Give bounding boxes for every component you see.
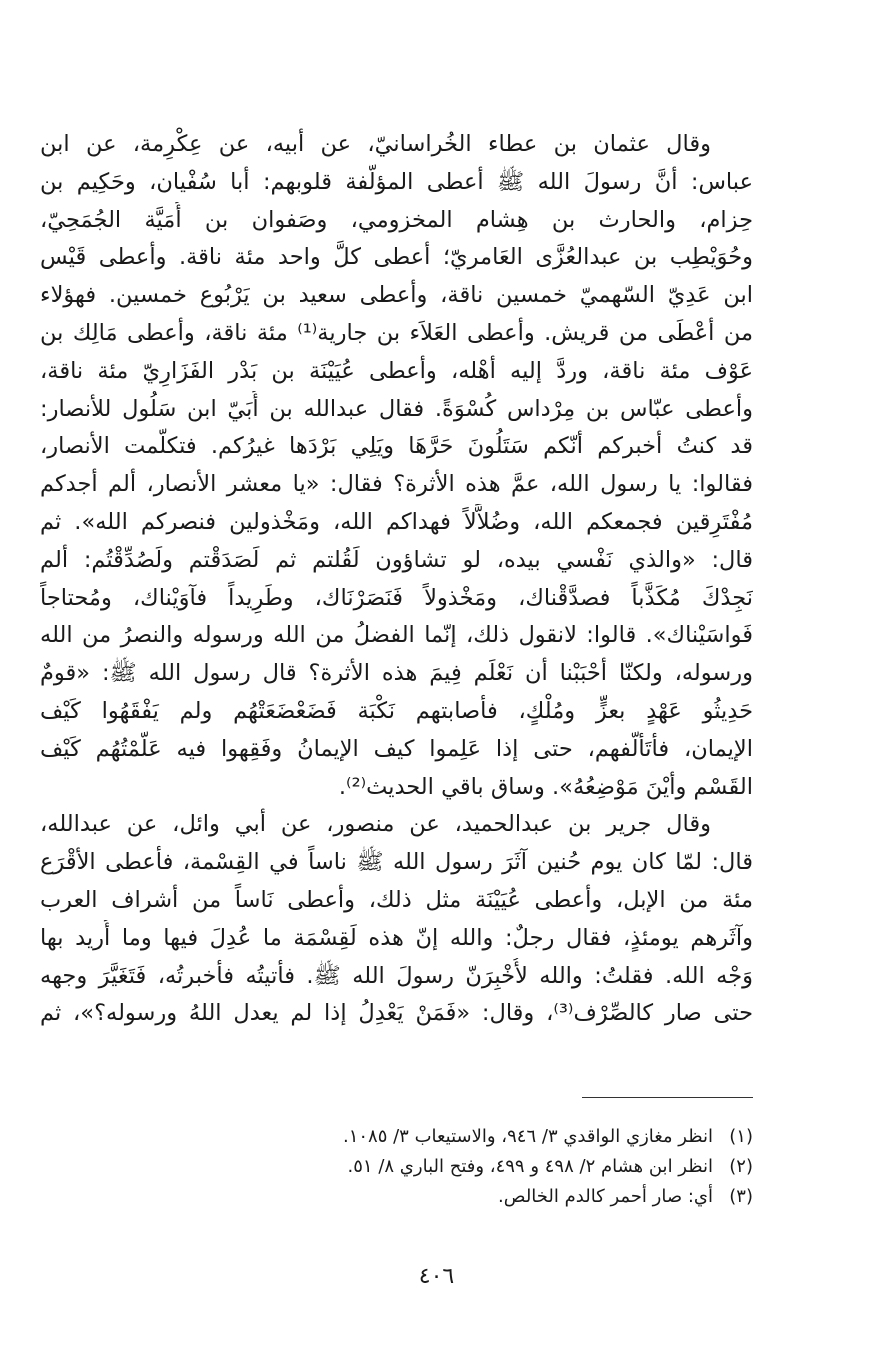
footnotes-block	[40, 1122, 753, 1212]
footnote-text: انظر ابن هشام ٢/ ٤٩٨ و ٤٩٩، وفتح الباري ٨/ ٥١.	[347, 1156, 713, 1177]
text-line: مُفْتَرِقين فجمعكم الله، وضُلاَّلاً فهداكم الله، ومَخْذولين فنصركم الله». ثم	[40, 508, 753, 535]
text-line: حِزام، والحارث بن هِشام المخزومي، وصَفوان بن أُمَيَّة الجُمَحِيّ،	[40, 206, 753, 233]
text-line: وقال جرير بن عبدالحميد، عن منصور، عن أبي وائل، عن عبدالله،	[40, 811, 711, 838]
page-number: ٤٠٦	[418, 1264, 455, 1289]
text-line: قال: لمّا كان يوم حُنين آثَرَ رسول الله ﷺ ناساً في القِسْمة، فأعطى الأقْرَع	[40, 849, 753, 876]
text-line: قال: «والذي نَفْسي بيده، لو تشاؤون لَقُلتم ثم لَصَدَقْتم ولَصُدِّقْتُم: ألم	[40, 546, 753, 573]
text-line: وحُوَيْطِب بن عبدالعُزَّى العَامريّ؛ أعطى كلَّ واحد مئة ناقة. وأعطى قَيْس	[40, 244, 753, 271]
footnote	[40, 1182, 753, 1212]
footnote	[40, 1152, 753, 1182]
footnote-number: (٣)	[729, 1186, 753, 1207]
text-line: نَجِدْكَ مُكَذَّباً فصدَّقْناك، ومَخْذولاً فَنَصَرْنَاك، وطَرِيداً فآوَيْناك، ومُحتاجاً	[40, 584, 753, 611]
text-line: الإيمان، فأتَألّفهم، حتى إذا عَلِموا كيف الإيمانُ وفَقِهوا فيه عَلّمْتُهُم كَيْف	[40, 735, 753, 762]
text-line: وَجْه الله. فقلتُ: والله لأُخْبِرَنّ رسولَ الله ﷺ. فأتيتُه فأخبرتُه، فَتَغَيَّرَ وجهه	[40, 962, 753, 989]
text-line: مئة من الإبل، وأعطى عُيَيْنَة مثل ذلك، وأعطى نَاساً من أشراف العرب	[40, 886, 753, 913]
text-line: قد كنتُ أخبركم أنّكم سَتَلُونَ حَرَّهَا ويَلِي بَرْدَها غيرُكم. فتكلّمت الأنصار،	[40, 433, 753, 460]
text-line: حتى صار كالصِّرْف⁽³⁾، وقال: «فَمَنْ يَعْدِلُ إذا لم يعدل اللهُ ورسوله؟»، ثم	[40, 1000, 753, 1027]
footnote-text: أي: صار أحمر كالدم الخالص.	[498, 1186, 713, 1207]
text-line: ابن عَدِيّ السّهميّ خمسين ناقة، وأعطى سعيد بن يَرْبُوع خمسين. فهؤلاء	[40, 282, 753, 309]
text-line: من أعْطَى من قريش. وأعطى العَلاَء بن جارية⁽¹⁾ مئة ناقة، وأعطى مَالِك بن	[40, 319, 753, 346]
footnote-text: انظر مغازي الواقدي ٣/ ٩٤٦، والاستيعاب ٣/ ١٠٨٥.	[342, 1126, 713, 1147]
footnote	[40, 1122, 753, 1152]
text-line: ورسوله، ولكنّا أحْبَبْنا أن نَعْلَم فِيمَ هذه الأثرة؟ قال رسول الله ﷺ: «قومٌ	[40, 660, 753, 687]
text-line: القَسْم وأيْنَ مَوْضِعُهُ». وساق باقي الحديث⁽²⁾.	[338, 773, 753, 800]
text-line: حَدِيثُو عَهْدٍ بعزٍّ ومُلْكٍ، فأصابتهم نَكْبَة فَضَعْضَعَتْهُم ولم يَفْقَهُوا كَيْف	[40, 697, 753, 724]
text-line: فَواسَيْناك». قالوا: لانقول ذلك، إنّما الفضلُ من الله ورسوله والنصرُ من الله	[40, 622, 753, 649]
footnote-number: (٢)	[729, 1156, 753, 1177]
text-line: عباس: أنَّ رسولَ الله ﷺ أعطى المؤلَّفة قلوبهم: أبا سُفْيان، وحَكِيم بن	[40, 168, 753, 195]
main-text-block	[40, 126, 753, 1033]
text-line: وآثَرهم يومئذٍ، فقال رجلٌ: والله إنّ هذه لَقِسْمَة ما عُدِلَ فيها وما أُريد بها	[40, 924, 753, 951]
footnote-number: (١)	[729, 1126, 753, 1147]
footnote-separator	[582, 1097, 753, 1098]
text-line: عَوْف مئة ناقة، وردَّ إليه أهْله، وأعطى عُيَيْنَة بن بَدْر الفَزَارِيّ مئة ناقة،	[40, 357, 753, 384]
text-line: وقال عثمان بن عطاء الخُراسانيّ، عن أبيه، عن عِكْرِمة، عن ابن	[40, 131, 711, 157]
text-line: فقالوا: يا رسول الله، عمَّ هذه الأثرة؟ فقال: «يا معشر الأنصار، ألم أجدكم	[40, 471, 753, 498]
text-line: وأعطى عبّاس بن مِرْداس كُسْوَةً. فقال عبدالله بن أُبَيّ ابن سَلُول للأنصار:	[40, 395, 753, 422]
